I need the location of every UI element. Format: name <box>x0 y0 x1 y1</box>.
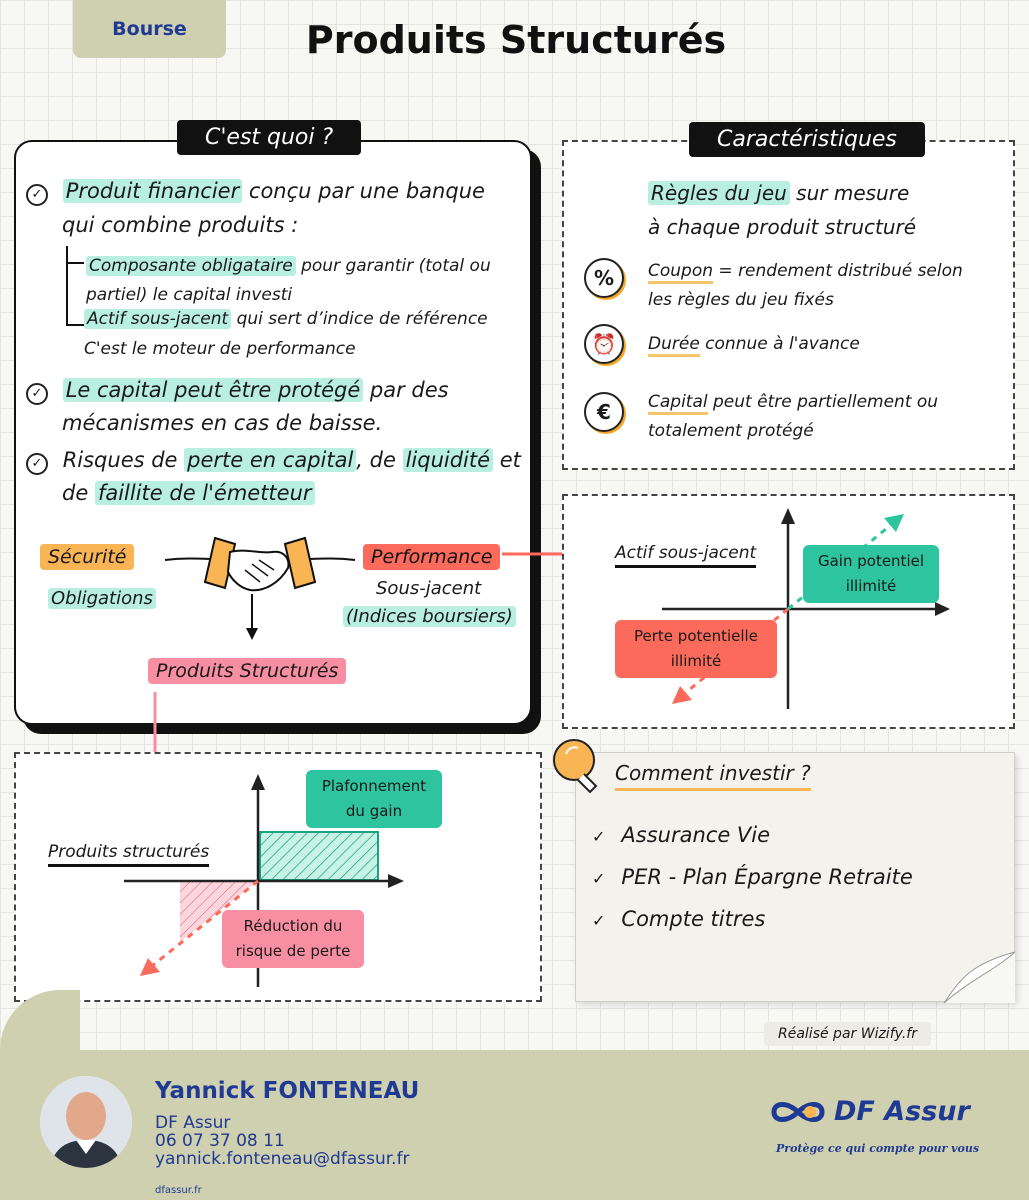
invest-title: Comment investir ? <box>615 761 811 791</box>
percent-icon: % <box>584 258 624 298</box>
produits-tag: Produits Structurés <box>148 658 346 684</box>
list-item: ✓ Compte titres <box>592 907 766 931</box>
item3-text: Risques de <box>62 448 185 472</box>
list-item: ✓ PER - Plan Épargne Retraite <box>592 865 913 889</box>
item3-highlight-1: perte en capital <box>184 448 356 472</box>
intro-line2: à chaque produit structuré <box>648 215 917 239</box>
sub1-highlight: Composante obligataire <box>86 256 296 276</box>
list-item: ✓ Assurance Vie <box>592 823 771 847</box>
obligations-tag: Obligations <box>40 586 164 611</box>
sub1-text: pour garantir (total ou <box>295 256 491 276</box>
page-title: Produits Structurés <box>305 18 727 62</box>
sub2-highlight: Actif sous-jacent <box>84 309 231 329</box>
brand-name: DF Assur <box>834 1096 970 1127</box>
capital-key: Capital <box>648 392 708 415</box>
bracket-tick <box>66 324 84 326</box>
sous-jacent-axes <box>562 494 1015 729</box>
footer-curve <box>0 990 80 1050</box>
what-item-3-line2 <box>62 476 315 510</box>
sub-item-2-line2: C'est le moteur de performance <box>84 339 356 359</box>
item3-text-post: et <box>493 448 521 472</box>
bracket-line <box>66 246 68 326</box>
invest-list <box>592 815 913 941</box>
handshake-icon <box>160 530 360 650</box>
avatar <box>40 1076 132 1168</box>
df-assur-logo-icon <box>768 1096 830 1128</box>
coupon-text: = rendement distribué selon <box>713 261 963 281</box>
what-item-1 <box>26 174 526 208</box>
intro-highlight: Règles du jeu <box>648 181 790 205</box>
coupon-key: Coupon <box>648 261 713 284</box>
check-icon: ✓ <box>592 911 606 930</box>
reduction-bubble: Réduction du risque de perte <box>222 910 364 968</box>
sub2-text: qui sert d’indice de référence <box>231 309 488 329</box>
item3-highlight-2: liquidité <box>403 448 493 472</box>
footer-company: DF Assur <box>155 1113 231 1133</box>
characteristics-label: Caractéristiques <box>689 122 925 157</box>
capital-row <box>648 388 938 446</box>
securite-tag: Sécurité <box>40 544 134 570</box>
what-label: C'est quoi ? <box>177 120 361 155</box>
clock-icon: ⏰ <box>584 324 624 364</box>
gain-bubble: Gain potentiel illimité <box>803 545 939 603</box>
category-tag: Bourse <box>73 0 226 58</box>
credit-text: Réalisé par Wizify.fr <box>764 1022 931 1046</box>
sous-jacent-chart-label: Actif sous-jacent <box>615 543 756 568</box>
item1-highlight: Produit financier <box>63 179 243 203</box>
characteristics-intro <box>648 176 916 244</box>
what-item-2 <box>26 373 526 407</box>
item2-text: par des <box>363 378 449 402</box>
indices-tag: (Indices boursiers) <box>343 606 516 627</box>
sub-item-1 <box>86 253 491 280</box>
footer-email[interactable]: yannick.fonteneau@dfassur.fr <box>155 1149 410 1169</box>
capital-text: peut être partiellement ou <box>707 392 939 412</box>
check-circle-icon: ✓ <box>26 383 48 405</box>
intro-text: sur mesure <box>789 181 910 205</box>
what-item-2-line2: mécanismes en cas de baisse. <box>62 411 383 435</box>
check-circle-icon: ✓ <box>26 453 48 475</box>
sous-jacent-text: Sous-jacent <box>376 578 482 599</box>
footer-name: Yannick FONTENEAU <box>155 1078 420 1104</box>
what-item-1-line2: qui combine produits : <box>62 213 299 237</box>
footer-site[interactable]: dfassur.fr <box>155 1185 202 1196</box>
produits-chart-label: Produits structurés <box>48 842 209 867</box>
sub-item-1-line2: partiel) le capital investi <box>86 285 293 305</box>
check-icon: ✓ <box>592 869 606 888</box>
item1-text: conçu par une banque <box>242 179 485 203</box>
sub-item-2 <box>84 306 488 333</box>
coupon-row <box>648 257 963 315</box>
item3-text-mid: , de <box>356 448 403 472</box>
check-circle-icon: ✓ <box>26 184 48 206</box>
euro-icon: € <box>584 392 624 432</box>
capital-line2: totalement protégé <box>648 421 814 441</box>
duree-key: Durée <box>648 334 700 357</box>
what-item-3 <box>26 443 526 477</box>
perte-bubble: Perte potentielle illimité <box>615 620 777 678</box>
check-icon: ✓ <box>592 827 606 846</box>
brand-slogan: Protège ce qui compte pour vous <box>776 1142 980 1155</box>
duree-text: connue à l'avance <box>699 334 860 354</box>
item2-highlight: Le capital peut être protégé <box>63 378 364 402</box>
item3-highlight-3: faillite de l'émetteur <box>95 481 315 505</box>
page-curl <box>940 950 1016 1004</box>
plafonnement-bubble: Plafonnement du gain <box>306 770 442 828</box>
coupon-line2: les règles du jeu fixés <box>648 290 834 310</box>
lightbulb-icon <box>548 734 608 800</box>
footer-phone[interactable]: 06 07 37 08 11 <box>155 1131 285 1151</box>
bracket-tick <box>66 262 84 264</box>
item3-line2-text: de <box>62 481 95 505</box>
performance-tag: Performance <box>363 544 500 570</box>
duree-row <box>648 330 860 359</box>
footer-contact <box>155 1114 410 1168</box>
